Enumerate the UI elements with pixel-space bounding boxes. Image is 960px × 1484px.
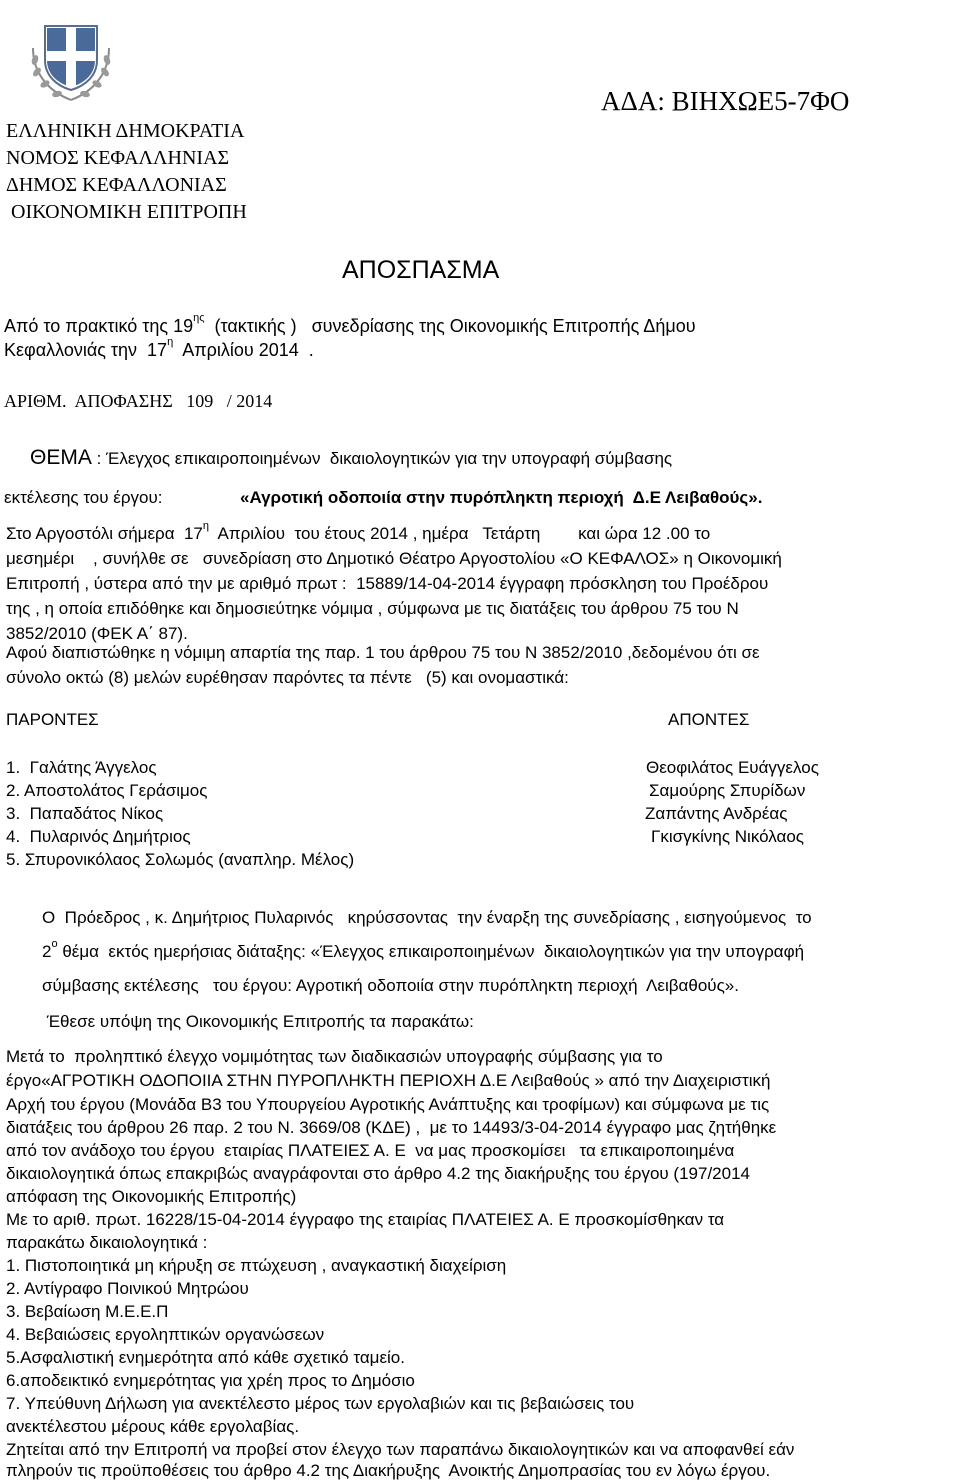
chair-line-3: σύμβασης εκτέλεσης του έργου: Αγροτική οδοποιία στην πυρόπληκτη περιοχή Λειβαθούς». xyxy=(42,976,739,995)
absent-label: ΑΠΟΝΤΕΣ xyxy=(668,710,750,729)
body1-line: Αφού διαπιστώθηκε η νόμιμη απαρτία της παρ. 1 του άρθρου 75 του Ν 3852/2010 ,δεδομένου ότι σε xyxy=(6,643,760,662)
chair-line-2: $2^o$ θέμα εκτός ημερήσιας διάταξης: «Έλεγχος επικαιροποιημένων δικαιολογητικών για την υπογραφή xyxy=(42,938,805,961)
chair-line-4: Έθεσε υπόψη της Οικονομικής Επιτροπής τα παρακάτω: xyxy=(42,1012,474,1031)
present-member: 2. Αποστολάτος Γεράσιμος xyxy=(6,781,208,800)
body2-line: 3. Βεβαίωση Μ.Ε.Ε.Π xyxy=(6,1302,169,1321)
body2-line: 1. Πιστοποιητικά μη κήρυξη σε πτώχευση , αναγκαστική διαχείριση xyxy=(6,1256,507,1275)
body1-line-1: Στο Αργοστόλι σήμερα $17^\eta$ Απριλίου του έτους 2014 , ημέρα Τετάρτη και ώρα 12 .00 το xyxy=(6,520,711,543)
body2-line: πληρούν τις προϋποθέσεις του άρθρο 4.2 της Διακήρυξης Ανοικτής Δημοπρασίας του εν λόγω έργου. xyxy=(6,1461,771,1480)
body2-line: έργο«ΑΓΡΟΤΙΚΗ ΟΔΟΠΟΙΙΑ ΣΤΗΝ ΠΥΡΟΠΛΗΚΤΗ ΠΕΡΙΟΧΗ Δ.Ε Λειβαθούς » από την Διαχειριστική xyxy=(6,1071,771,1090)
body2-line: 4. Βεβαιώσεις εργοληπτικών οργανώσεων xyxy=(6,1325,325,1344)
intro-line-2: Κεφαλλονιάς την $17^\eta$ Απριλίου 2014 . xyxy=(4,336,314,360)
body2-line: παρακάτω δικαιολογητικά : xyxy=(6,1233,208,1252)
body1-line: Επιτροπή , ύστερα από την με αριθμό πρωτ : 15889/14-04-2014 έγγραφη πρόσκληση του Προέδρου xyxy=(6,574,769,593)
absent-member: Σαμούρης Σπυρίδων xyxy=(649,781,806,800)
greek-emblem-icon xyxy=(25,12,117,104)
present-member: 3. Παπαδάτος Νίκος xyxy=(6,804,164,823)
body1-line: μεσημέρι , συνήλθε σε συνεδρίαση στο Δημοτικό Θέατρο Αργοστολίου «Ο ΚΕΦΑΛΟΣ» η Οικονομική xyxy=(6,549,782,568)
body2-line: Αρχή του έργου (Μονάδα Β3 του Υπουργείου Αγροτικής Ανάπτυξης και τροφίμων) και σύμφωνα με τις xyxy=(6,1095,770,1114)
body1-line: της , η οποία επιδόθηκε και δημοσιεύτηκε νόμιμα , σύμφωνα με τις διατάξεις του άρθρου 75 του Ν xyxy=(6,599,739,618)
body2-line: 7. Υπεύθυνη Δήλωση για ανεκτέλεστο μέρος των εργολαβιών και τις βεβαιώσεις του xyxy=(6,1394,635,1413)
body2-line: Μετά το προληπτικό έλεγχο νομιμότητας των διαδικασιών υπογραφής σύμβασης για το xyxy=(6,1047,663,1066)
header-line-3: ΔΗΜΟΣ ΚΕΦΑΛΛΟΝΙΑΣ xyxy=(6,174,227,196)
header-line-1: ΕΛΛΗΝΙΚΗ ΔΗΜΟΚΡΑΤΙΑ xyxy=(6,120,245,142)
absent-member: Θεοφιλάτος Ευάγγελος xyxy=(646,758,819,777)
body2-line: Με το αριθ. πρωτ. 16228/15-04-2014 έγγραφο της εταιρίας ΠΛΑΤΕΙΕΣ Α. Ε προσκομίσθηκαν τα xyxy=(6,1210,725,1229)
header-line-2: ΝΟΜΟΣ ΚΕΦΑΛΛΗΝΙΑΣ xyxy=(6,147,230,169)
body2-line: ανεκτέλεστου μέρους κάθε εργολαβίας. xyxy=(6,1417,300,1436)
subject-line-1: ΘΕΜΑ : Έλεγχος επικαιροποιημένων δικαιολογητικών για την υπογραφή σύμβασης xyxy=(30,446,673,469)
absent-member: Ζαπάντης Ανδρέας xyxy=(645,804,788,823)
present-member: 1. Γαλάτης Άγγελος xyxy=(6,758,157,777)
subject-project-name: «Αγροτική οδοποιία στην πυρόπληκτη περιοχή Δ.Ε Λειβαθούς». xyxy=(240,488,763,507)
present-member: 4. Πυλαρινός Δημήτριος xyxy=(6,827,191,846)
document-title: ΑΠΟΣΠΑΣΜΑ xyxy=(342,256,500,284)
present-member: 5. Σπυρονικόλαος Σολωμός (αναπληρ. Μέλος) xyxy=(6,850,355,869)
body2-line: 6.αποδεικτικό ενημερότητας για χρέη προς το Δημόσιο xyxy=(6,1371,415,1390)
chair-line-1: Ο Πρόεδρος , κ. Δημήτριος Πυλαρινός κηρύσσοντας την έναρξη της συνεδρίασης , εισηγούμενος το xyxy=(42,908,812,927)
absent-member: Γκισγκίνης Νικόλαος xyxy=(651,827,804,846)
decision-number: ΑΡΙΘΜ. ΑΠΟΦΑΣΗΣ 109 / 2014 xyxy=(4,391,273,411)
body2-line: Ζητείται από την Επιτροπή να προβεί στον έλεγχο των παραπάνω δικαιολογητικών και να αποφανθεί εάν xyxy=(6,1440,795,1459)
body2-line: διατάξεις του άρθρου 26 παρ. 2 του Ν. 3669/08 (ΚΔΕ) , με το 14493/3-04-2014 έγγραφο μας ζητήθηκε xyxy=(6,1118,777,1137)
present-label: ΠΑΡΟΝΤΕΣ xyxy=(6,710,99,729)
body2-line: 2. Αντίγραφο Ποινικού Μητρώου xyxy=(6,1279,249,1298)
intro-line-1: Από το πρακτικό της $19^{\eta\varsigma}$ (τακτικής ) συνεδρίασης της Οικονομικής Επιτροπής Δήμου xyxy=(4,312,696,336)
header-line-4: ΟΙΚΟΝΟΜΙΚΗ ΕΠΙΤΡΟΠΗ xyxy=(6,201,247,223)
body1-line: 3852/2010 (ΦΕΚ Α΄ 87). xyxy=(6,624,188,643)
body1-line: σύνολο οκτώ (8) μελών ευρέθησαν παρόντες τα πέντε (5) και ονομαστικά: xyxy=(6,668,569,687)
subject-label: ΘΕΜΑ xyxy=(30,446,92,469)
body2-line: δικαιολογητικά όπως επακριβώς αναγράφονται στο άρθρο 4.2 της διακήρυξης του έργου (197/2014 xyxy=(6,1164,750,1183)
subject-line-2a: εκτέλεσης του έργου: xyxy=(4,488,163,507)
ada-code: ΑΔΑ: ΒΙΗΧΩΕ5-7ΦΟ xyxy=(601,86,850,116)
body2-line: 5.Ασφαλιστική ενημερότητα από κάθε σχετικό ταμείο. xyxy=(6,1348,405,1367)
body2-line: απόφαση της Οικονομικής Επιτροπής) xyxy=(6,1187,297,1206)
body2-line: από τον ανάδοχο του έργου εταιρίας ΠΛΑΤΕΙΕΣ Α. Ε να μας προσκομίσει τα επικαιροποιημένα xyxy=(6,1141,735,1160)
